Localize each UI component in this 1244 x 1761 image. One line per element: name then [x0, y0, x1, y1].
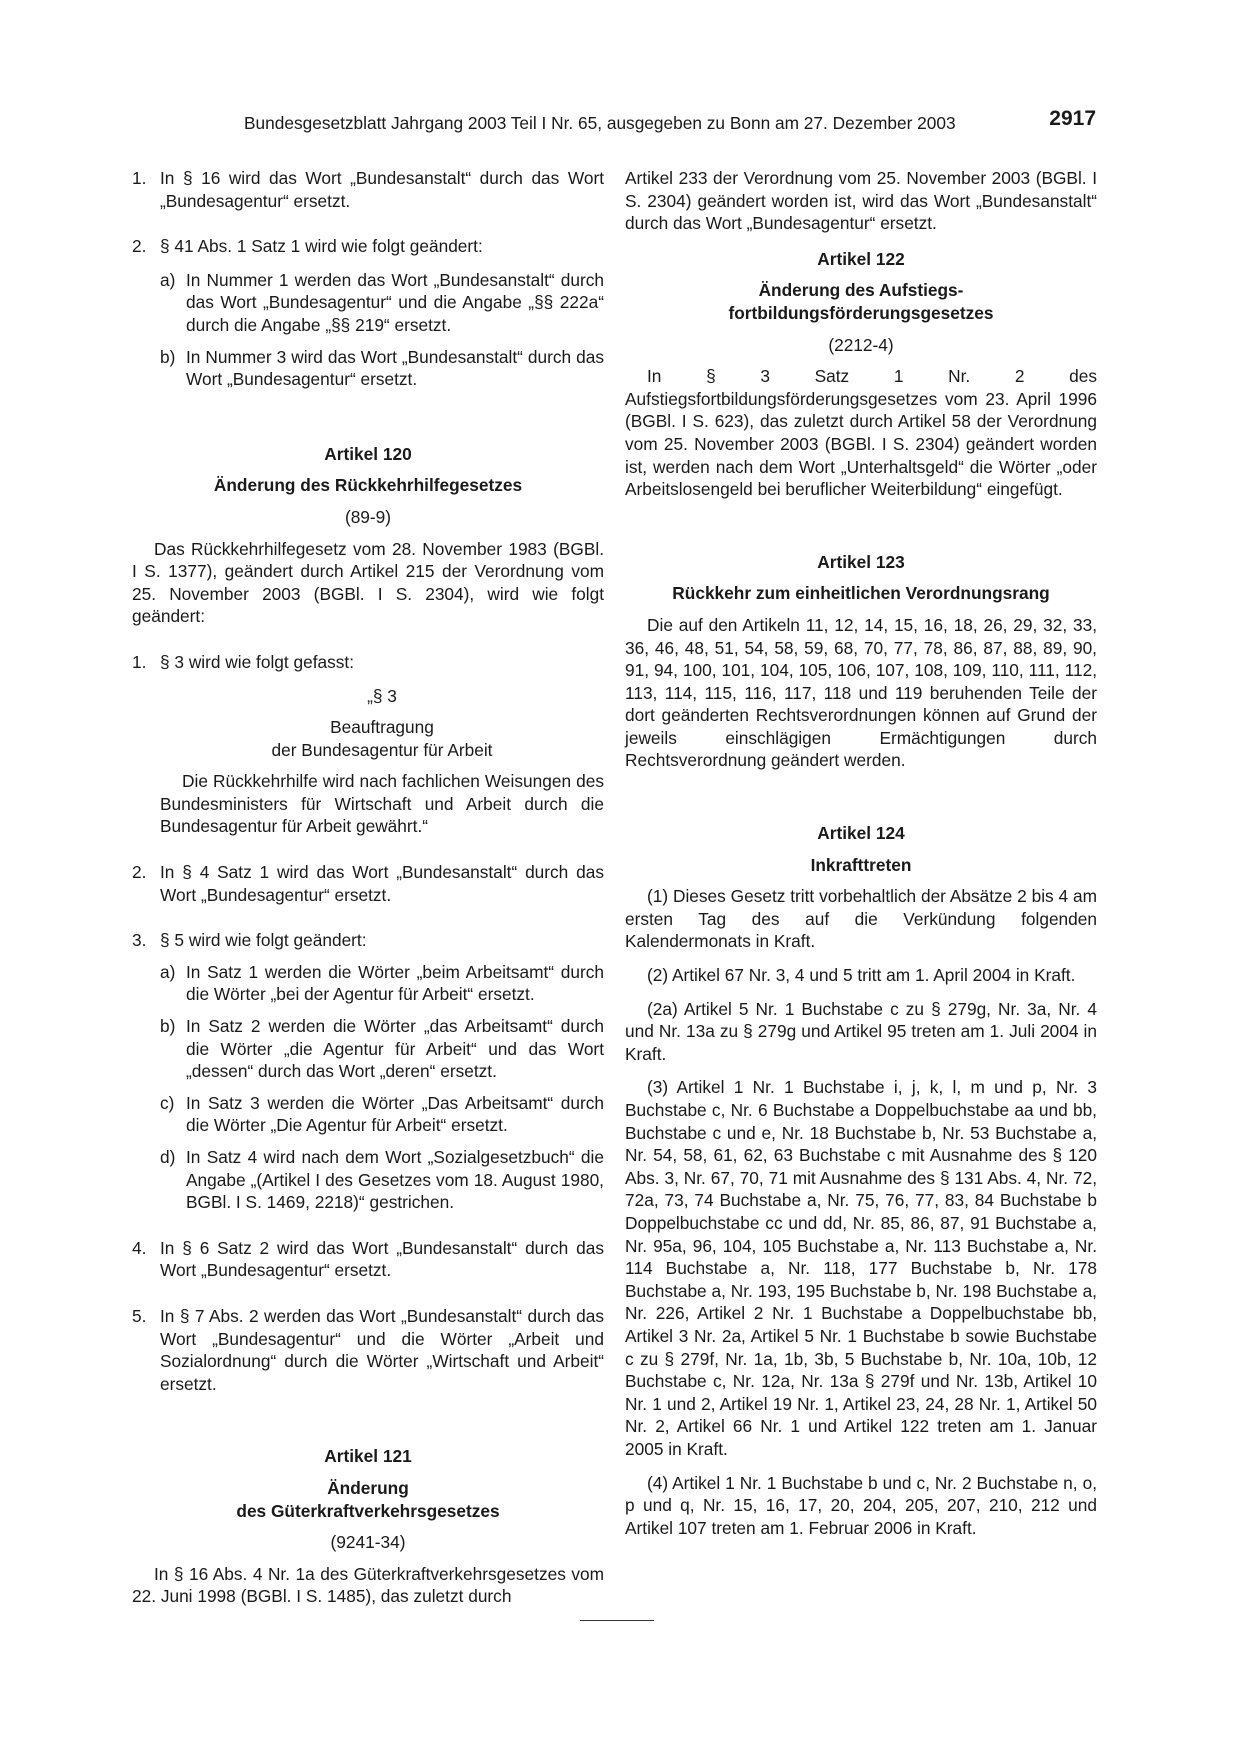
- item-number: 4.: [132, 1237, 147, 1258]
- sub-item-text: In Satz 2 werden die Wörter „das Arbeitsamt“ durch die Wörter „die Agentur für Arbeit“ und das Wort „dessen“ durch das Wort „deren“ ersetzt.: [186, 1016, 604, 1082]
- article-paragraph: Artikel 233 der Verordnung vom 25. November 2003 (BGBl. I S. 2304) geändert worden ist, wird das Wort „Bundesanstalt“ durch das Wort „Bundesagentur“ ersetzt.: [625, 168, 1097, 234]
- item-text: In § 7 Abs. 2 werden das Wort „Bundesanstalt“ durch das Wort „Bundesagentur“ und die Wörter „Arbeit und Sozialordnung“ durch die Wörter „Wirtschaft und Arbeit“ ersetzt.: [160, 1305, 604, 1394]
- left-column: [132, 167, 604, 1608]
- sub-item-letter: a): [160, 961, 176, 982]
- article-subtitle: Änderung des Rückkehrhilfegesetzes: [213, 475, 523, 496]
- right-column: [625, 167, 1097, 1539]
- article-paragraph: (3) Artikel 1 Nr. 1 Buchstabe i, j, k, l, m und p, Nr. 3 Buchstabe c, Nr. 6 Buchstabe a Doppelbuchstabe aa und bb, Buchstabe c und e, Nr. 18 Buchstabe b, Nr. 53 Buchstabe a, Nr. 54, 58, 61, 62, 63 Buchstabe c mit Ausnahme des § 120 Abs. 3, Nr. 67, 70, 71 mit Ausnahme des § 131 Abs. 4, Nr. 72, 72a, 73, 74 Buchstabe a, Nr. 75, 76, 77, 83, 84 Buchstabe b Doppelbuchstabe cc und dd, Nr. 85, 86, 87, 91 Buchstabe a, Nr. 95a, 96, 104, 105 Buchstabe a, Nr. 113 Buchstabe a, Nr. 114 Buchstabe a, Nr. 118, 177 Buchstabe b, Nr. 178 Buchstabe a, Nr. 193, 195 Buchstabe b, Nr. 198 Buchstabe a, Nr. 226, Artikel 2 Nr. 1 Buchstabe a Doppelbuchstabe bb, Artikel 3 Nr. 2a, Artikel 5 Nr. 1 Buchstabe b sowie Buchstabe c zu § 279f, Nr. 1a, 1b, 3b, 5 Buchstabe b, Nr. 10a, 10b, 12 Buchstabe c, Nr. 12a, Nr. 13a § 279f und Nr. 13b, Artikel 10 Nr. 1 und 2, Artikel 19 Nr. 1, Artikel 23, 24, 28 Nr. 1, Artikel 50 Nr. 2, Artikel 66 Nr. 1 und Artikel 122 treten am 1. Januar 2005 in Kraft.: [625, 1077, 1097, 1459]
- item-text: In § 6 Satz 2 wird das Wort „Bundesanstalt“ durch das Wort „Bundesagentur“ ersetzt.: [160, 1237, 604, 1281]
- sub-item: [132, 1015, 604, 1083]
- sub-item-letter: d): [160, 1147, 176, 1167]
- gazette-title: Bundesgesetzblatt Jahrgang 2003 Teil I Nr. 65, ausgegeben zu Bonn am 27. Dezember 2003: [244, 113, 956, 133]
- list-item: [132, 1305, 604, 1395]
- quoted-section-heading: der Bundesagentur für Arbeit: [271, 739, 493, 760]
- item-text: § 5 wird wie folgt geändert:: [160, 930, 367, 951]
- article-heading: Artikel 123: [817, 551, 905, 572]
- sub-item-letter: c): [160, 1092, 175, 1113]
- item-number: 3.: [132, 930, 147, 951]
- article-paragraph: Die auf den Artikeln 11, 12, 14, 15, 16, 18, 26, 29, 32, 33, 36, 46, 48, 51, 54, 58, 59, 68, 70, 77, 78, 86, 87, 88, 89, 90, 91, 94, 100, 101, 104, 105, 106, 107, 108, 109, 110, 111, 112, 113, 114, 115, 116, 117, 118 und 119 beruhenden Teile der dort geänderten Rechtsverordnungen können auf Grund der jeweils einschlägigen Ermächtigungen durch Rechtsverordnung geändert werden.: [625, 614, 1097, 771]
- item-number: 2.: [132, 862, 147, 883]
- article-paragraph: In § 16 Abs. 4 Nr. 1a des Güterkraftverkehrsgesetzes vom 22. Juni 1998 (BGBl. I S. 1485), das zuletzt durch: [132, 1563, 604, 1607]
- sub-item-text: In Nummer 1 werden das Wort „Bundesanstalt“ durch das Wort „Bundesagentur“ und die Angabe „§§ 222a“ durch die Angabe „§§ 219“ ersetzt.: [186, 269, 604, 335]
- article-paragraph: (2) Artikel 67 Nr. 3, 4 und 5 tritt am 1. April 2004 in Kraft.: [647, 965, 1076, 986]
- sub-item: [132, 269, 604, 337]
- page-header: [244, 107, 1096, 136]
- quoted-section-heading: Beauftragung: [330, 717, 434, 738]
- article-paragraph: In § 3 Satz 1 Nr. 2 des Aufstiegsfortbildungsförderungsgesetzes vom 23. April 1996 (BGBl. I S. 623), das zuletzt durch Artikel 58 der Verordnung vom 25. November 2003 (BGBl. I S. 2304) geändert worden ist, werden nach dem Wort „Unterhaltsgeld“ die Wörter „oder Arbeitslosengeld bei beruflicher Weiterbildung“ eingefügt.: [625, 366, 1097, 500]
- sub-item-text: In Satz 4 wird nach dem Wort „Sozialgesetzbuch“ die Angabe „(Artikel I des Gesetzes vom 18. August 1980, BGBl. I S. 1469, 2218)“ gestrichen.: [186, 1147, 604, 1213]
- article-heading: Artikel 120: [324, 443, 412, 464]
- list-item: [132, 235, 604, 258]
- article-code: (2212-4): [828, 334, 894, 355]
- sub-item: [132, 1092, 604, 1137]
- article-subtitle: Änderung des Aufstiegs-: [758, 280, 964, 301]
- sub-item-letter: b): [160, 1016, 176, 1037]
- article-code: (9241-34): [330, 1532, 406, 1553]
- item-text: § 41 Abs. 1 Satz 1 wird wie folgt geändert:: [160, 236, 483, 257]
- list-item: [132, 1237, 604, 1282]
- sub-item: [132, 346, 604, 391]
- list-item: [132, 861, 604, 906]
- item-text: In § 4 Satz 1 wird das Wort „Bundesanstalt“ durch das Wort „Bundesagentur“ ersetzt.: [160, 862, 604, 905]
- item-number: 5.: [132, 1305, 147, 1326]
- article-subtitle: Inkrafttreten: [810, 854, 912, 875]
- article-paragraph: (2a) Artikel 5 Nr. 1 Buchstabe c zu § 279g, Nr. 3a, Nr. 4 und Nr. 13a zu § 279g und Artikel 95 treten am 1. Juli 2004 in Kraft.: [625, 998, 1097, 1064]
- article-subtitle: Änderung: [327, 1477, 409, 1498]
- item-text: § 3 wird wie folgt gefasst:: [160, 651, 355, 672]
- footer-rule: [580, 1620, 654, 1621]
- quoted-section-number: „§ 3: [367, 685, 397, 706]
- list-item: [132, 167, 604, 212]
- article-paragraph: Das Rückkehrhilfegesetz vom 28. November 1983 (BGBl. I S. 1377), geändert durch Artikel 215 der Verordnung vom 25. November 2003 (BGBl. I S. 2304), wird wie folgt geändert:: [132, 538, 604, 627]
- article-subtitle: des Güterkraftverkehrsgesetzes: [236, 1500, 500, 1521]
- article-heading: Artikel 121: [324, 1446, 412, 1467]
- article-paragraph: (4) Artikel 1 Nr. 1 Buchstabe b und c, Nr. 2 Buchstabe n, o, p und q, Nr. 15, 16, 17, 20, 204, 205, 207, 210, 212 und Artikel 107 treten am 1. Februar 2006 in Kraft.: [625, 1472, 1097, 1538]
- sub-item-text: In Nummer 3 wird das Wort „Bundesanstalt“ durch das Wort „Bundesagentur“ ersetzt.: [186, 346, 604, 390]
- page-number: 2917: [1049, 107, 1096, 130]
- article-heading: Artikel 122: [817, 248, 905, 269]
- list-item: [132, 929, 604, 952]
- list-item: [132, 651, 604, 674]
- article-paragraph: (1) Dieses Gesetz tritt vorbehaltlich der Absätze 2 bis 4 am ersten Tag des auf die Verkündung folgenden Kalendermonats in Kraft.: [625, 886, 1097, 952]
- item-number: 1.: [132, 168, 147, 188]
- article-subtitle: Rückkehr zum einheitlichen Verordnungsrang: [672, 583, 1050, 604]
- sub-item: [132, 1146, 604, 1214]
- quoted-section-text: Die Rückkehrhilfe wird nach fachlichen Weisungen des Bundesministers für Wirtschaft und Arbeit durch die Bundesagentur für Arbeit gewährt.“: [160, 771, 604, 837]
- sub-item-text: In Satz 3 werden die Wörter „Das Arbeitsamt“ durch die Wörter „Die Agentur für Arbeit“ ersetzt.: [186, 1092, 604, 1136]
- sub-item-letter: a): [160, 269, 176, 290]
- sub-item: [132, 961, 604, 1006]
- item-number: 2.: [132, 236, 147, 257]
- sub-item-letter: b): [160, 346, 176, 367]
- article-code: (89-9): [344, 506, 392, 527]
- item-text: In § 16 wird das Wort „Bundesanstalt“ durch das Wort „Bundesagentur“ ersetzt.: [160, 168, 604, 211]
- sub-item-text: In Satz 1 werden die Wörter „beim Arbeitsamt“ durch die Wörter „bei der Agentur für Arbeit“ ersetzt.: [186, 961, 604, 1005]
- article-heading: Artikel 124: [817, 823, 905, 844]
- article-subtitle: fortbildungsförderungsgesetzes: [728, 302, 994, 323]
- item-number: 1.: [132, 651, 147, 672]
